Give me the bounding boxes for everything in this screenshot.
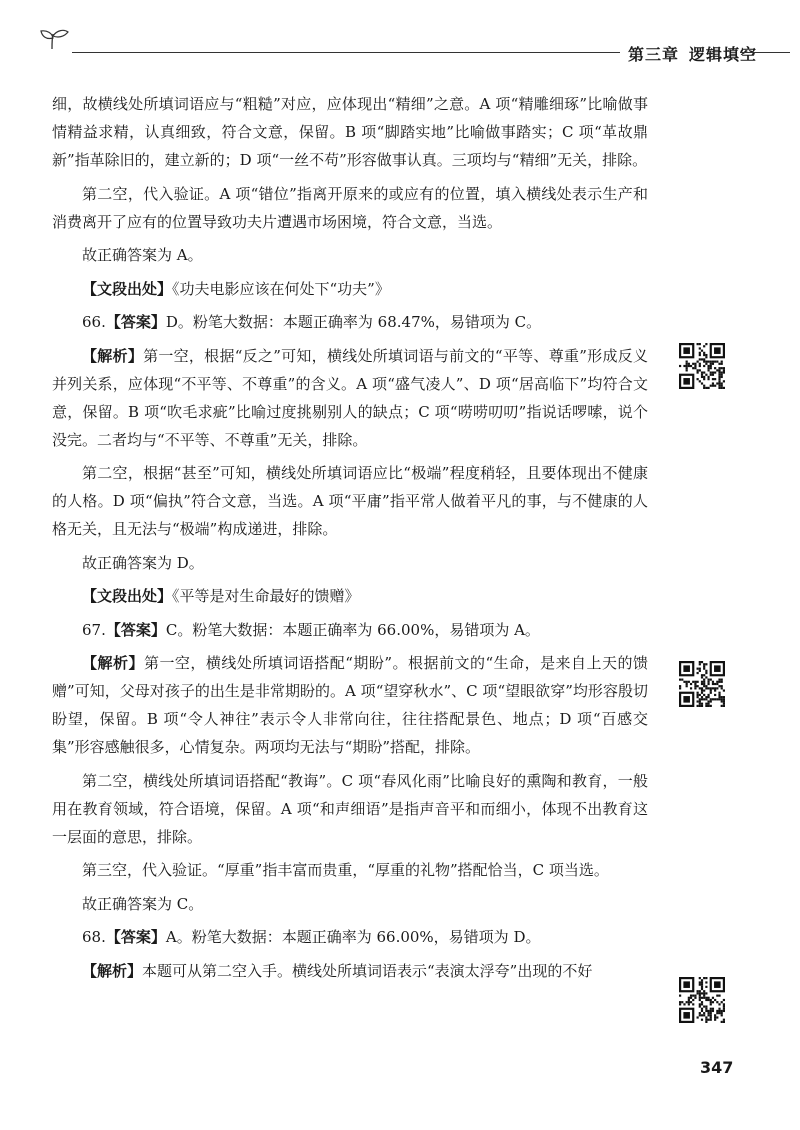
question-number: 66.: [82, 313, 106, 331]
analysis-label: 【解析】: [82, 961, 143, 980]
question-number: 67.: [82, 620, 106, 639]
paragraph: [52, 856, 648, 884]
chapter-title: 逻辑填空: [689, 45, 758, 64]
answer-line: [52, 549, 648, 577]
question-number: 68.: [82, 928, 106, 946]
paragraph-text: 细，故横线处所填词语应与“粗糙”对应，应体现出“精细”之意。A 项“精雕细琢”比喻做事情精益求精，认真细致，符合文意，保留。B 项“脚踏实地”比喻做事踏实；C 项“革故鼎新”指革除旧的，建立新的；D 项“一丝不苟”形容做事认真。三项均与“精细”无关，排除。: [52, 95, 648, 169]
analysis-paragraph: [52, 342, 648, 454]
question-answer-line: [52, 308, 648, 336]
answer-text: C。粉笔大数据：本题正确率为 66.00%，易错项为 A。: [165, 620, 540, 639]
paragraph: [52, 459, 648, 543]
paragraph: [52, 180, 648, 236]
paragraph-text: 第一空，根据“反之”可知，横线处所填词语与前文的“平等、尊重”形成反义并列关系，应体现“不平等、不尊重”的含义。A 项“盛气凌人”、D 项“居高临下”均符合文意，保留。B 项“吹毛求疵”比喻过度挑剔别人的缺点；C 项“唠唠叨叨”指说话啰嗦，说个没完。二者均与“不平等、不尊重”无关，排除。: [52, 346, 648, 449]
analysis-label: 【解析】: [82, 346, 144, 365]
paragraph-text: 第一空，横线处所填词语搭配“期盼”。根据前文的“生命，是来自上天的馈赠”可知，父母对孩子的出生是非常期盼的。A 项“望穿秋水”、C 项“望眼欲穿”均形容殷切盼望，保留。B 项“令人神往”表示令人非常向往，往往搭配景色、地点；D 项“百感交集”形容感触很多，心情复杂。两项均无法与“期盼”搭配，排除。: [52, 654, 648, 756]
paragraph: [52, 90, 648, 174]
source-title: 《平等是对生命最好的馈赠》: [172, 587, 360, 605]
header-rule-left: [72, 52, 620, 53]
page-number: 347: [700, 1058, 734, 1077]
analysis-label: 【解析】: [82, 654, 144, 672]
paragraph-text: 第二空，代入验证。A 项“错位”指离开原来的或应有的位置，填入横线处表示生产和消费离开了应有的位置导致功夫片遭遇市场困境，符合文意，当选。: [52, 184, 648, 231]
source-line: [52, 275, 648, 303]
source-line: [52, 582, 648, 610]
paragraph-text: 第三空，代入验证。“厚重”指丰富而贵重，“厚重的礼物”搭配恰当，C 项当选。: [82, 861, 609, 879]
paragraph-text: 故正确答案为 A。: [82, 246, 203, 264]
question-answer-line: [52, 616, 648, 644]
qr-code-icon[interactable]: [679, 343, 725, 389]
sprout-icon: [40, 28, 72, 50]
analysis-paragraph: [52, 649, 648, 761]
chapter-number: 第三章: [628, 45, 680, 64]
analysis-paragraph: [52, 957, 648, 985]
paragraph-text: 故正确答案为 C。: [82, 894, 204, 913]
paragraph-text: 本题可从第二空入手。横线处所填词语表示“表演太浮夸”出现的不好: [142, 961, 593, 980]
paragraph-text: 第二空，根据“甚至”可知，横线处所填词语应比“极端”程度稍轻，且要体现出不健康的人格。D 项“偏执”符合文意，当选。A 项“平庸”指平常人做着平凡的事，与不健康的人格无关，且无法与“极端”构成递进，排除。: [52, 464, 648, 538]
answer-line: [52, 890, 648, 918]
qr-code-icon[interactable]: [679, 661, 725, 707]
paragraph-text: 第二空，横线处所填词语搭配“教诲”。C 项“春风化雨”比喻良好的熏陶和教育，一般用在教育领域，符合语境，保留。A 项“和声细语”是指声音平和而细小，体现不出教育这一层面的意思，排除。: [52, 771, 648, 846]
answer-line: [52, 241, 648, 269]
page-header: [40, 28, 790, 68]
chapter-heading: [628, 42, 767, 65]
paragraph-text: 故正确答案为 D。: [82, 553, 204, 572]
answer-label: 【答案】: [105, 620, 166, 639]
answer-label: 【答案】: [105, 313, 166, 331]
page-body: [52, 90, 648, 990]
answer-text: A。粉笔大数据：本题正确率为 66.00%，易错项为 D。: [165, 928, 541, 946]
answer-text: D。粉笔大数据：本题正确率为 68.47%，易错项为 C。: [165, 313, 542, 331]
paragraph: [52, 767, 648, 851]
source-title: 《功夫电影应该在何处下“功夫”》: [172, 279, 390, 298]
source-label: 【文段出处】: [82, 587, 173, 605]
question-answer-line: [52, 923, 648, 951]
qr-code-icon[interactable]: [679, 977, 725, 1023]
source-label: 【文段出处】: [82, 279, 173, 298]
header-rule-right: [740, 52, 790, 53]
answer-label: 【答案】: [105, 928, 166, 946]
